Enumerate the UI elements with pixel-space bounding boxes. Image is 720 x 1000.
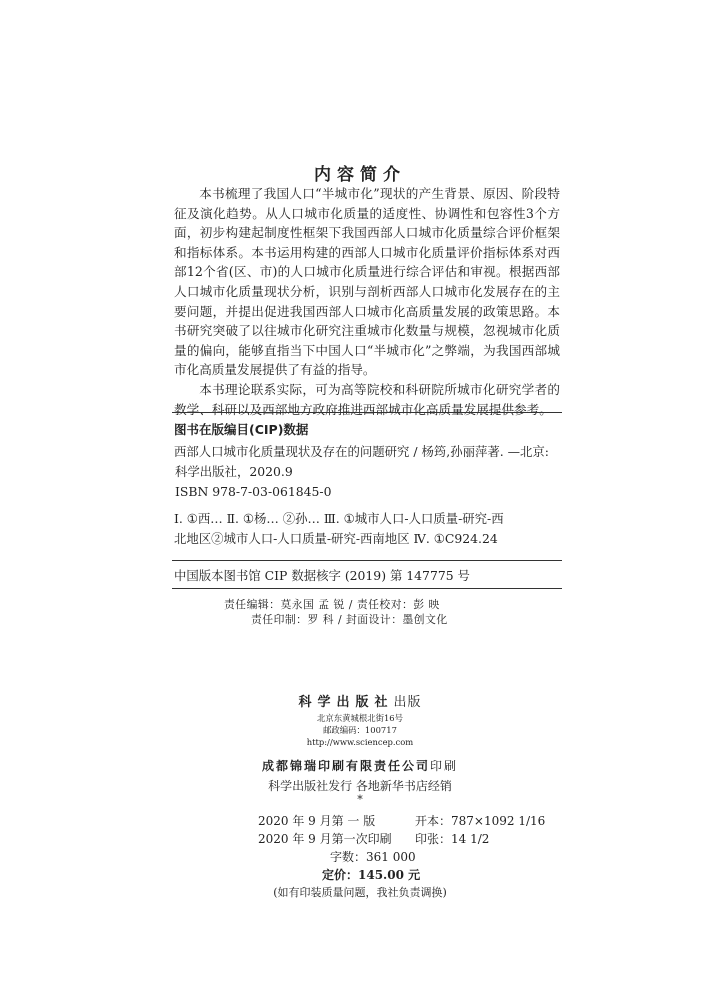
- production-credits: 责任印制：罗 科 / 封面设计：墨创文化: [251, 613, 448, 626]
- editor-credits: 责任编辑：莫永国 孟 锐 / 责任校对：彭 映: [224, 598, 440, 611]
- publisher-name: 科学出版社: [298, 695, 394, 710]
- printer-line: [0, 757, 720, 774]
- cip-record: [174, 442, 564, 502]
- cip-mid-rule: [172, 560, 562, 561]
- cip-heading: 图书在版编目(CIP)数据: [174, 422, 309, 437]
- publisher-suffix: 出版: [393, 695, 422, 710]
- summary-text: [174, 184, 560, 419]
- cip-subject-line: 北地区②城市人口-人口质量-研究-西南地区 Ⅳ. ①C924.24: [174, 531, 498, 546]
- cip-bottom-rule: [172, 588, 562, 589]
- impression-row: [258, 830, 490, 847]
- cip-record-line: 科学出版社，2020.9: [175, 464, 293, 479]
- price: 定价：145.00 元: [322, 868, 421, 882]
- word-count: 字数：361 000: [330, 850, 416, 864]
- format: 开本：787×1092 1/16: [415, 814, 546, 828]
- separator-star: *: [357, 793, 363, 806]
- publisher-address: [0, 712, 720, 748]
- sheets: 印张：14 1/2: [415, 832, 490, 846]
- summary-paragraph-2: 本书理论联系实际，可为高等院校和科研院所城市化研究学者的教学、科研以及西部地方政府推进西部城市化高质量发展提供参考。: [174, 381, 560, 417]
- cip-record-line: 西部人口城市化质量现状及存在的问题研究 / 杨筠,孙丽萍著. —北京:: [174, 444, 549, 459]
- postcode-line: 邮政编码：100717: [323, 725, 397, 735]
- cip-verification: 中国版本图书馆 CIP 数据核字 (2019) 第 147775 号: [174, 568, 470, 583]
- printer-name: 成都锦瑞印刷有限责任公司: [261, 759, 430, 773]
- cip-record-line: ISBN 978-7-03-061845-0: [175, 484, 332, 499]
- address-line: 北京东黄城根北街16号: [316, 713, 404, 723]
- cip-subject-line: Ⅰ. ①西… Ⅱ. ①杨… ②孙… Ⅲ. ①城市人口-人口质量-研究-西: [174, 511, 504, 526]
- cip-top-rule: [172, 412, 562, 413]
- edition: 2020 年 9 月第 一 版: [258, 814, 376, 828]
- impression: 2020 年 9 月第一次印刷: [258, 832, 392, 846]
- summary-paragraph-1: 本书梳理了我国人口“半城市化”现状的产生背景、原因、阶段特征及演化趋势。从人口城市化质量的适度性、协调性和包容性3个方面，初步构建起制度性框架下我国西部人口城市化质量综合评价框架和指标体系。本书运用构建的西部人口城市化质量评价指标体系对西部12个省(区、市)的人口城市化质量进行综合评估和审视。根据西部人口城市化质量现状分析，识别与剖析西部人口城市化发展存在的主要问题，并提出促进我国西部人口城市化高质量发展的政策思路。本书研究突破了以往城市化研究注重城市化数量与规模，忽视城市化质量的偏向，能够直指当下中国人口“半城市化”之弊端，为我国西部城市化高质量发展提供了有益的指导。: [174, 186, 560, 378]
- page-title: 内容简介: [314, 165, 406, 185]
- distribution-line: 科学出版社发行 各地新华书店经销: [268, 779, 452, 793]
- edition-row: [258, 812, 546, 829]
- publisher-line: [0, 691, 720, 710]
- cip-subjects: [174, 509, 564, 549]
- url-line: http://www.sciencep.com: [306, 737, 414, 747]
- quality-note: (如有印装质量问题，我社负责调换): [273, 886, 447, 899]
- printer-suffix: 印刷: [430, 759, 459, 773]
